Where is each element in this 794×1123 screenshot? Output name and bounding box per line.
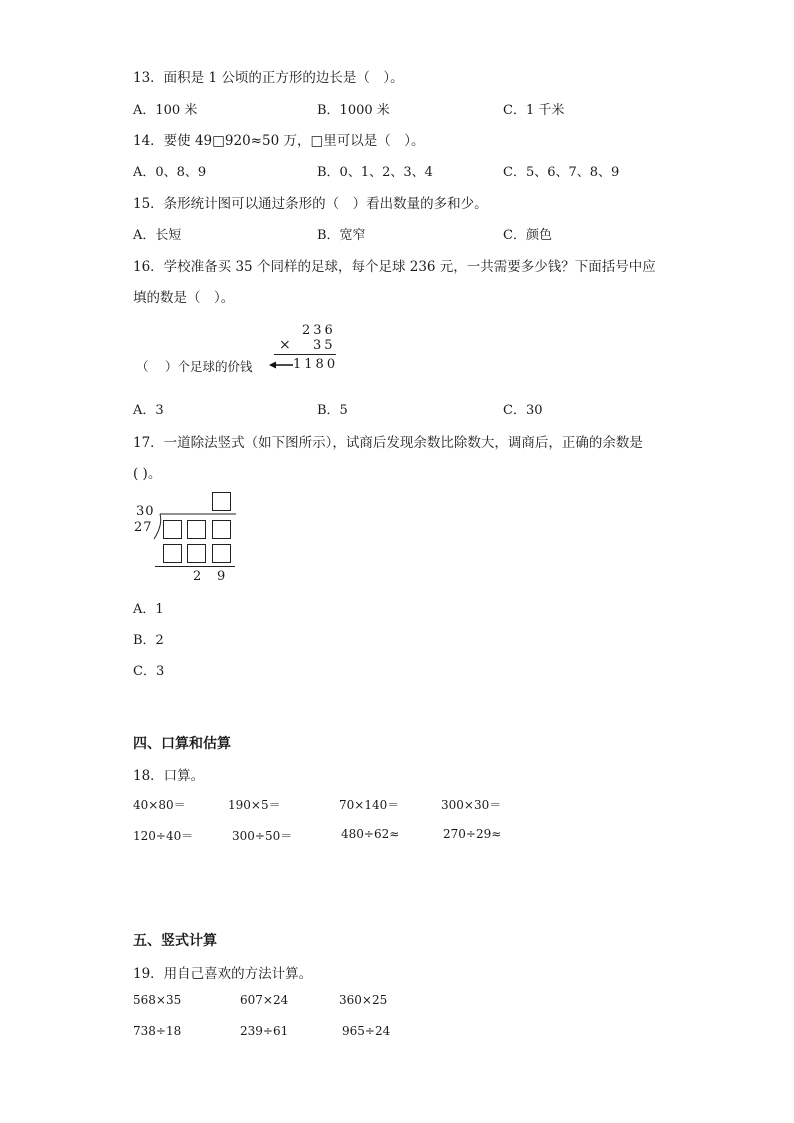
- q15-stem: 15．条形统计图可以通过条形的（ ）看出数量的多和少。: [133, 196, 488, 212]
- q19-stem: 19．用自己喜欢的方法计算。: [133, 966, 313, 982]
- q16-caption: （ ）个足球的价钱: [136, 359, 253, 374]
- q19-item: 568×35: [133, 993, 182, 1007]
- q16-option-a: A．3: [133, 403, 164, 418]
- q17-divisor: 27: [134, 520, 153, 535]
- q13-stem: 13．面积是 1 公顷的正方形的边长是（ ）。: [133, 70, 404, 86]
- q14-option-a: A．0、8、9: [133, 165, 207, 180]
- product-box-1: [163, 544, 182, 563]
- q16-product-line: [274, 354, 336, 355]
- q17-option-a: A．1: [133, 602, 164, 617]
- q14-stem: 14．要使 49□920≈50 万，□里可以是（ ）。: [133, 133, 425, 149]
- q16-option-c: C．30: [503, 403, 543, 418]
- q19-item: 360×25: [339, 993, 388, 1007]
- q14-option-c: C．5、6、7、8、9: [503, 165, 620, 180]
- q18-item: 120÷40＝: [133, 829, 194, 843]
- q16-stem-line2: 填的数是（ ）。: [133, 290, 235, 306]
- left-arrow-icon: [269, 360, 293, 370]
- remainder-line: [155, 566, 235, 567]
- q16-multiplier: 35: [313, 338, 336, 353]
- q13-option-c: C．1 千米: [503, 103, 565, 118]
- q18-item: 40×80＝: [133, 798, 186, 812]
- section4-title: 四、口算和估算: [133, 736, 231, 752]
- dividend-box-2: [187, 520, 206, 539]
- q13-option-a: A．100 米: [133, 103, 198, 118]
- dividend-box-3: [212, 520, 231, 539]
- q19-item: 965÷24: [342, 1024, 391, 1038]
- section5-title: 五、竖式计算: [133, 933, 217, 949]
- q17-stem-line2: ( )。: [133, 466, 162, 482]
- q16-times-sign: ×: [279, 337, 291, 353]
- q17-dividend-top: 30: [136, 504, 155, 519]
- q16-option-b: B．5: [317, 403, 348, 418]
- q18-item: 190×5＝: [228, 798, 281, 812]
- remainder-digit-1: 2: [193, 569, 202, 584]
- product-box-3: [212, 544, 231, 563]
- q17-stem-line1: 17．一道除法竖式（如下图所示），试商后发现余数比除数大，调商后，正确的余数是: [133, 435, 643, 451]
- q15-option-a: A．长短: [133, 228, 182, 243]
- product-box-2: [187, 544, 206, 563]
- q18-item: 300÷50＝: [232, 829, 293, 843]
- q17-option-b: B．2: [133, 633, 164, 648]
- q16-multiplicand: 236: [302, 323, 336, 338]
- q13-option-b: B．1000 米: [317, 103, 390, 118]
- q16-partial-product: 1180: [293, 357, 339, 372]
- quotient-box: [212, 492, 231, 511]
- dividend-box-1: [163, 520, 182, 539]
- q18-item: 70×140＝: [339, 798, 400, 812]
- q18-item: 270÷29≈: [443, 827, 502, 841]
- q18-stem: 18．口算。: [133, 768, 205, 784]
- q19-item: 738÷18: [133, 1024, 182, 1038]
- q19-item: 239÷61: [240, 1024, 289, 1038]
- remainder-digit-2: 9: [217, 569, 226, 584]
- q19-item: 607×24: [240, 993, 289, 1007]
- q18-item: 480÷62≈: [341, 827, 400, 841]
- q15-option-c: C．颜色: [503, 228, 552, 243]
- q16-stem-line1: 16．学校准备买 35 个同样的足球，每个足球 236 元，一共需要多少钱？下面括号中应: [133, 259, 656, 275]
- q15-option-b: B．宽窄: [317, 228, 366, 243]
- q18-item: 300×30＝: [441, 798, 502, 812]
- q14-option-b: B．0、1、2、3、4: [317, 165, 433, 180]
- q17-option-c: C．3: [133, 664, 165, 679]
